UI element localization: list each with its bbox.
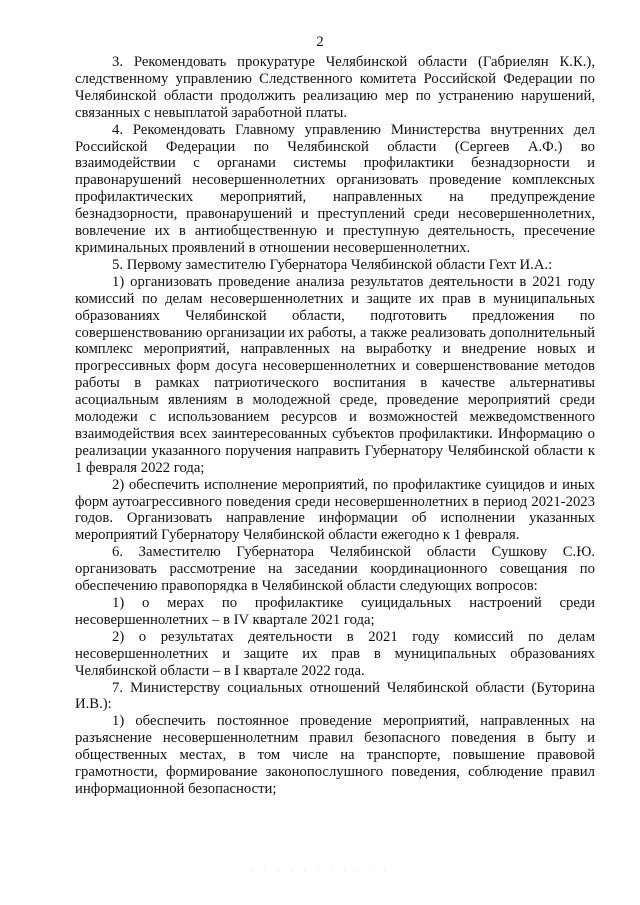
scan-noise-marks: · · · · · · · · · · ·: [250, 865, 390, 875]
paragraph-item-7: 7. Министерству социальных отношений Челябинской области (Буторина И.В.):: [75, 679, 595, 713]
document-body: [75, 54, 595, 798]
paragraph-item-6-1: 1) о мерах по профилактике суицидальных настроений среди несовершеннолетних – в IV квартале 2021 года;: [75, 595, 595, 628]
paragraph-item-5-1: 1) организовать проведение анализа результатов деятельности в 2021 году комиссий по делам несовершеннолетних и защите их прав в муниципальных образованиях Челябинской области, подготовить предложения по совершенствованию организации их работы, а также реализовать дополнительный комплекс мероприятий, направленных на выработку и внедрение новых и прогрессивных форм досуга несовершеннолетних и совершенствование методов работы в рамках патриотического воспитания в качестве альтернативы асоциальным явлениям в молодежной среде, проведение мероприятий среди молодежи с использованием ресурсов и возможностей межведомственного взаимодействия всех заинтересованных субъектов профилактики. Информацию о реализации указанного поручения направить Губернатору Челябинской области к 1 февраля 2022 года;: [75, 273, 595, 476]
paragraph-item-4: 4. Рекомендовать Главному управлению Министерства внутренних дел Российской Федерации по Челябинской области (Сергеев А.Ф.) во взаимодействии с органами системы профилактики безнадзорности и правонарушений несовершеннолетних организовать проведение комплексных профилактических мероприятий, направленных на предупреждение безнадзорности, правонарушений и преступлений среди несовершеннолетних, вовлечение их в антиобщественную и преступную деятельность, пресечение криминальных проявлений в отношении несовершеннолетних.: [75, 121, 595, 256]
page-number: 2: [316, 34, 324, 50]
paragraph-item-7-1: 1) обеспечить постоянное проведение мероприятий, направленных на разъяснение несовершеннолетним правил безопасного поведения в быту и общественных местах, в том числе на транспорте, повышение правовой грамотности, формирование законопослушного поведения, соблюдение правил информационной безопасности;: [75, 713, 595, 797]
paragraph-item-3: 3. Рекомендовать прокуратуре Челябинской области (Габриелян К.К.), следственному управлению Следственного комитета Российской Федерации по Челябинской области продолжить реализацию мер по устранению нарушений, связанных с невыплатой заработной платы.: [75, 54, 595, 121]
paragraph-item-5: 5. Первому заместителю Губернатора Челябинской области Гехт И.А.:: [112, 256, 553, 273]
paragraph-item-5-2: 2) обеспечить исполнение мероприятий, по профилактике суицидов и иных форм аутоагрессивного поведения среди несовершеннолетних в период 2021-2023 годов. Организовать направление информации об исполнении указанных мероприятий Губернатору Челябинской области ежегодно к 1 февраля.: [75, 476, 595, 544]
paragraph-item-6: 6. Заместителю Губернатора Челябинской области Сушкову С.Ю. организовать рассмотрение на заседании координационного совещания по обеспечению правопорядка в Челябинской области следующих вопросов:: [75, 544, 595, 595]
paragraph-item-6-2: 2) о результатах деятельности в 2021 году комиссий по делам несовершеннолетних и защите их прав в муниципальных образованиях Челябинской области – в I квартале 2022 года.: [75, 628, 595, 679]
